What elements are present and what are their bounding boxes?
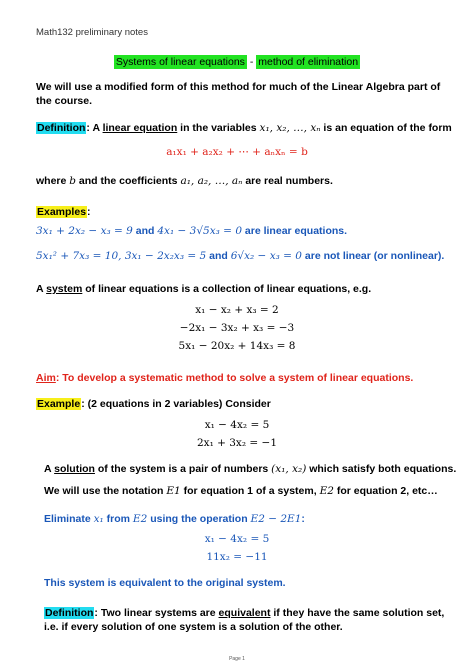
term-linear-equation: linear equation [102,122,178,134]
equivalent-note: This system is equivalent to the original system. [44,577,286,589]
title-separator: - [246,56,257,68]
term-equivalent: equivalent [218,607,271,619]
system-definition: A system of linear equations is a collection of linear equations, e.g. [36,283,372,295]
title-part2: method of elimination [258,56,359,68]
term-system: system [46,283,83,295]
definition-label: Definition [37,122,86,134]
page-title [0,56,474,68]
notation-note: We will use the notation E1 for equation 1 of a system, E2 for equation 2, etc… [44,485,438,497]
coefficients: a₁, a₂, …, aₙ [180,175,243,187]
eliminate-step: Eliminate x₁ from E2 using the operation E2 − 2E1: [44,513,305,525]
variables: x₁, x₂, …, xₙ [259,122,321,134]
examples-label: Examples [37,206,87,218]
intro-paragraph: We will use a modified form of this method for much of the Linear Algebra part of the course. [36,81,441,107]
system-eq3: 5x₁ − 20x₂ + 14x₃ = 8 [178,340,296,352]
definition2-label: Definition [45,607,94,619]
example2-label: Example [37,398,81,410]
aim-statement: Aim: To develop a systematic method to solve a system of linear equations. [36,372,414,384]
eliminate-eq1: x₁ − 4x₂ = 5 [204,533,270,545]
system-eq2: −2x₁ − 3x₂ + x₃ = −3 [179,322,295,334]
aim-label: Aim [36,372,56,384]
definition-equivalent: Definition: Two linear systems are equivalent if they have the same solution set, i.e. if every solution of one system is a solution of the other. [44,607,445,633]
definition-linear-equation: Definition: A linear equation in the variables x₁, x₂, …, xₙ is an equation of the form [37,122,452,134]
term-solution: solution [54,463,95,475]
definition-where: where b and the coefficients a₁, a₂, …, aₙ are real numbers. [36,175,333,187]
nonlinear-examples: 5x₁² + 7x₃ = 10, 3x₁ − 2x₂x₃ = 5 and 6√x₂ − x₃ = 0 are not linear (or nonlinear). [36,250,445,262]
linear-equation-formula: a₁x₁ + a₂x₂ + ⋯ + aₙxₙ = b [166,146,308,158]
example2-heading: Example: (2 equations in 2 variables) Consider [37,398,271,410]
eliminate-eq2: 11x₂ = −11 [206,551,268,563]
examples-heading: Examples: [37,206,91,218]
example2-eq2: 2x₁ + 3x₂ = −1 [196,437,278,449]
linear-examples: 3x₁ + 2x₂ − x₃ = 9 and 4x₁ − 3√5x₃ = 0 are linear equations. [36,225,348,237]
page-footer: Page 1 [229,656,245,662]
page-header: Math132 preliminary notes [36,27,148,38]
title-part1: Systems of linear equations [115,56,245,68]
solution-definition: A solution of the system is a pair of numbers (x₁, x₂) which satisfy both equations. [44,463,457,475]
system-eq1: x₁ − x₂ + x₃ = 2 [195,304,279,316]
example2-eq1: x₁ − 4x₂ = 5 [204,419,270,431]
